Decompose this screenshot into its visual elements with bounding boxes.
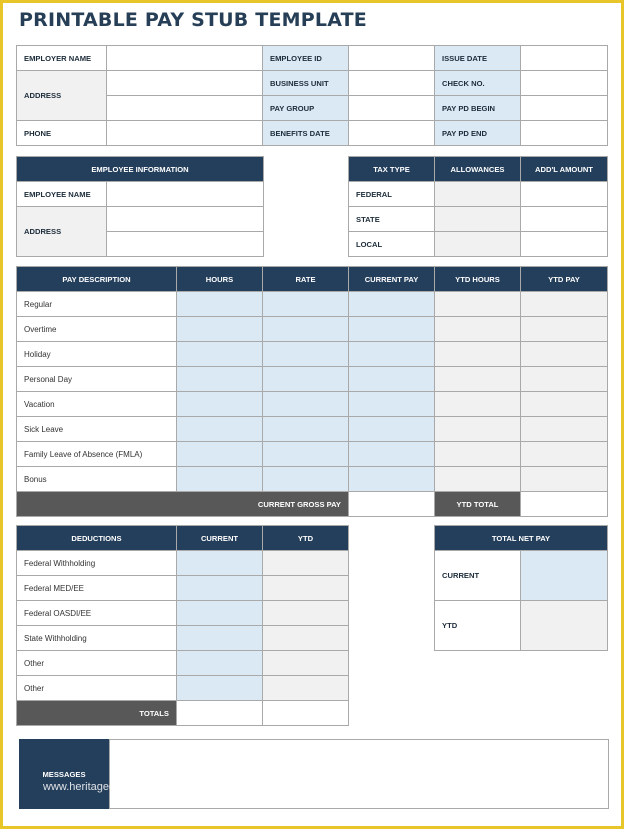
ytd-hours-cell[interactable] bbox=[435, 417, 521, 442]
rate-cell[interactable] bbox=[263, 342, 349, 367]
ytd-pay-header: YTD PAY bbox=[521, 267, 608, 292]
table-row bbox=[17, 317, 608, 342]
table-row bbox=[17, 292, 608, 317]
hours-header: HOURS bbox=[177, 267, 263, 292]
employee-address-label: ADDRESS bbox=[17, 207, 107, 257]
benefits-date-label: BENEFITS DATE bbox=[263, 121, 349, 146]
deduction-row-label: State Withholding bbox=[17, 626, 177, 651]
page-title: PRINTABLE PAY STUB TEMPLATE bbox=[19, 9, 367, 31]
ytd-hours-cell[interactable] bbox=[435, 467, 521, 492]
ytd-pay-cell[interactable] bbox=[521, 392, 608, 417]
pay-row-label: Vacation bbox=[17, 392, 177, 417]
tax-row-federal: FEDERAL bbox=[349, 182, 435, 207]
federal-addl-field[interactable] bbox=[521, 182, 608, 207]
watermark-text: www.heritagechristiancollege.com bbox=[43, 781, 209, 793]
state-allowances-field[interactable] bbox=[435, 207, 521, 232]
rate-header: RATE bbox=[263, 267, 349, 292]
rate-cell[interactable] bbox=[263, 442, 349, 467]
deduction-current-cell[interactable] bbox=[177, 601, 263, 626]
rate-cell[interactable] bbox=[263, 417, 349, 442]
totals-label: TOTALS bbox=[17, 701, 177, 726]
totals-ytd-field[interactable] bbox=[263, 701, 349, 726]
allowances-header: ALLOWANCES bbox=[435, 157, 521, 182]
hours-cell[interactable] bbox=[177, 342, 263, 367]
deduction-row-label: Federal MED/EE bbox=[17, 576, 177, 601]
hours-cell[interactable] bbox=[177, 467, 263, 492]
addl-amount-header: ADD'L AMOUNT bbox=[521, 157, 608, 182]
deductions-current-header: CURRENT bbox=[177, 526, 263, 551]
table-row bbox=[17, 367, 608, 392]
deduction-current-cell[interactable] bbox=[177, 626, 263, 651]
employee-info-header: EMPLOYEE INFORMATION bbox=[17, 157, 264, 182]
employer-address-field-2[interactable] bbox=[107, 96, 263, 121]
tax-type-header: TAX TYPE bbox=[349, 157, 435, 182]
local-allowances-field[interactable] bbox=[435, 232, 521, 257]
pay-stub-page bbox=[3, 3, 621, 826]
pay-table bbox=[16, 266, 608, 517]
deduction-row-label: Federal OASDI/EE bbox=[17, 601, 177, 626]
current-pay-cell[interactable] bbox=[349, 467, 435, 492]
phone-field[interactable] bbox=[107, 121, 263, 146]
ytd-pay-cell[interactable] bbox=[521, 342, 608, 367]
pay-group-label: PAY GROUP bbox=[263, 96, 349, 121]
federal-allowances-field[interactable] bbox=[435, 182, 521, 207]
pay-pd-begin-label: PAY PD BEGIN bbox=[435, 96, 521, 121]
ytd-pay-cell[interactable] bbox=[521, 467, 608, 492]
ytd-hours-cell[interactable] bbox=[435, 367, 521, 392]
current-pay-cell[interactable] bbox=[349, 342, 435, 367]
employee-name-label: EMPLOYEE NAME bbox=[17, 182, 107, 207]
net-pay-ytd-field[interactable] bbox=[521, 601, 608, 651]
net-pay-table bbox=[434, 525, 608, 651]
deduction-ytd-cell[interactable] bbox=[263, 601, 349, 626]
table-row bbox=[17, 651, 349, 676]
employee-id-field[interactable] bbox=[349, 46, 435, 71]
table-row bbox=[17, 551, 349, 576]
employee-name-field[interactable] bbox=[107, 182, 264, 207]
current-pay-cell[interactable] bbox=[349, 442, 435, 467]
table-row bbox=[17, 601, 349, 626]
ytd-hours-cell[interactable] bbox=[435, 392, 521, 417]
pay-row-label: Regular bbox=[17, 292, 177, 317]
tax-table bbox=[348, 156, 608, 257]
deduction-ytd-cell[interactable] bbox=[263, 676, 349, 701]
table-row bbox=[17, 392, 608, 417]
current-pay-header: CURRENT PAY bbox=[349, 267, 435, 292]
check-no-field[interactable] bbox=[521, 71, 608, 96]
pay-row-label: Overtime bbox=[17, 317, 177, 342]
total-net-pay-header: TOTAL NET PAY bbox=[435, 526, 608, 551]
business-unit-field[interactable] bbox=[349, 71, 435, 96]
hours-cell[interactable] bbox=[177, 317, 263, 342]
employer-name-field[interactable] bbox=[107, 46, 263, 71]
phone-label: PHONE bbox=[17, 121, 107, 146]
ytd-pay-cell[interactable] bbox=[521, 442, 608, 467]
deductions-table bbox=[16, 525, 349, 726]
employer-info-table bbox=[16, 45, 608, 146]
employer-address-field-1[interactable] bbox=[107, 71, 263, 96]
current-pay-cell[interactable] bbox=[349, 317, 435, 342]
totals-current-field[interactable] bbox=[177, 701, 263, 726]
pay-row-label: Holiday bbox=[17, 342, 177, 367]
messages-label: MESSAGES bbox=[19, 739, 109, 809]
hours-cell[interactable] bbox=[177, 417, 263, 442]
net-pay-current-label: CURRENT bbox=[435, 551, 521, 601]
pay-row-label: Personal Day bbox=[17, 367, 177, 392]
deduction-ytd-cell[interactable] bbox=[263, 626, 349, 651]
issue-date-field[interactable] bbox=[521, 46, 608, 71]
rate-cell[interactable] bbox=[263, 367, 349, 392]
employee-address-field-2[interactable] bbox=[107, 232, 264, 257]
pay-pd-end-label: PAY PD END bbox=[435, 121, 521, 146]
pay-pd-begin-field[interactable] bbox=[521, 96, 608, 121]
hours-cell[interactable] bbox=[177, 392, 263, 417]
ytd-pay-cell[interactable] bbox=[521, 292, 608, 317]
tax-row-local: LOCAL bbox=[349, 232, 435, 257]
pay-pd-end-field[interactable] bbox=[521, 121, 608, 146]
net-pay-current-field[interactable] bbox=[521, 551, 608, 601]
table-row bbox=[17, 467, 608, 492]
deduction-ytd-cell[interactable] bbox=[263, 651, 349, 676]
issue-date-label: ISSUE DATE bbox=[435, 46, 521, 71]
ytd-pay-cell[interactable] bbox=[521, 417, 608, 442]
messages-field[interactable] bbox=[109, 739, 609, 809]
deduction-current-cell[interactable] bbox=[177, 651, 263, 676]
ytd-total-field[interactable] bbox=[521, 492, 608, 517]
employer-address-label: ADDRESS bbox=[17, 71, 107, 121]
current-pay-cell[interactable] bbox=[349, 392, 435, 417]
pay-row-label: Bonus bbox=[17, 467, 177, 492]
business-unit-label: BUSINESS UNIT bbox=[263, 71, 349, 96]
table-row bbox=[17, 676, 349, 701]
current-pay-cell[interactable] bbox=[349, 292, 435, 317]
table-row bbox=[17, 442, 608, 467]
deduction-row-label: Other bbox=[17, 651, 177, 676]
state-addl-field[interactable] bbox=[521, 207, 608, 232]
current-gross-pay-label: CURRENT GROSS PAY bbox=[17, 492, 349, 517]
pay-group-field[interactable] bbox=[349, 96, 435, 121]
pay-description-header: PAY DESCRIPTION bbox=[17, 267, 177, 292]
ytd-hours-cell[interactable] bbox=[435, 317, 521, 342]
employer-name-label: EMPLOYER NAME bbox=[17, 46, 107, 71]
deduction-current-cell[interactable] bbox=[177, 576, 263, 601]
employee-address-field-1[interactable] bbox=[107, 207, 264, 232]
rate-cell[interactable] bbox=[263, 392, 349, 417]
rate-cell[interactable] bbox=[263, 292, 349, 317]
hours-cell[interactable] bbox=[177, 442, 263, 467]
ytd-total-label: YTD TOTAL bbox=[435, 492, 521, 517]
current-pay-cell[interactable] bbox=[349, 417, 435, 442]
net-pay-ytd-label: YTD bbox=[435, 601, 521, 651]
deduction-row-label: Other bbox=[17, 676, 177, 701]
ytd-hours-cell[interactable] bbox=[435, 342, 521, 367]
deduction-current-cell[interactable] bbox=[177, 551, 263, 576]
table-row bbox=[17, 342, 608, 367]
ytd-pay-cell[interactable] bbox=[521, 317, 608, 342]
employee-info-table bbox=[16, 156, 264, 257]
pay-row-label: Family Leave of Absence (FMLA) bbox=[17, 442, 177, 467]
tax-row-state: STATE bbox=[349, 207, 435, 232]
deductions-header: DEDUCTIONS bbox=[17, 526, 177, 551]
hours-cell[interactable] bbox=[177, 292, 263, 317]
employee-id-label: EMPLOYEE ID bbox=[263, 46, 349, 71]
ytd-hours-header: YTD HOURS bbox=[435, 267, 521, 292]
table-row bbox=[17, 417, 608, 442]
deduction-row-label: Federal Withholding bbox=[17, 551, 177, 576]
deduction-ytd-cell[interactable] bbox=[263, 551, 349, 576]
deductions-ytd-header: YTD bbox=[263, 526, 349, 551]
table-row bbox=[17, 576, 349, 601]
rate-cell[interactable] bbox=[263, 317, 349, 342]
current-pay-cell[interactable] bbox=[349, 367, 435, 392]
deduction-current-cell[interactable] bbox=[177, 676, 263, 701]
pay-row-label: Sick Leave bbox=[17, 417, 177, 442]
benefits-date-field[interactable] bbox=[349, 121, 435, 146]
hours-cell[interactable] bbox=[177, 367, 263, 392]
ytd-hours-cell[interactable] bbox=[435, 442, 521, 467]
rate-cell[interactable] bbox=[263, 467, 349, 492]
deduction-ytd-cell[interactable] bbox=[263, 576, 349, 601]
current-gross-pay-field[interactable] bbox=[349, 492, 435, 517]
ytd-pay-cell[interactable] bbox=[521, 367, 608, 392]
ytd-hours-cell[interactable] bbox=[435, 292, 521, 317]
table-row bbox=[17, 626, 349, 651]
check-no-label: CHECK NO. bbox=[435, 71, 521, 96]
local-addl-field[interactable] bbox=[521, 232, 608, 257]
